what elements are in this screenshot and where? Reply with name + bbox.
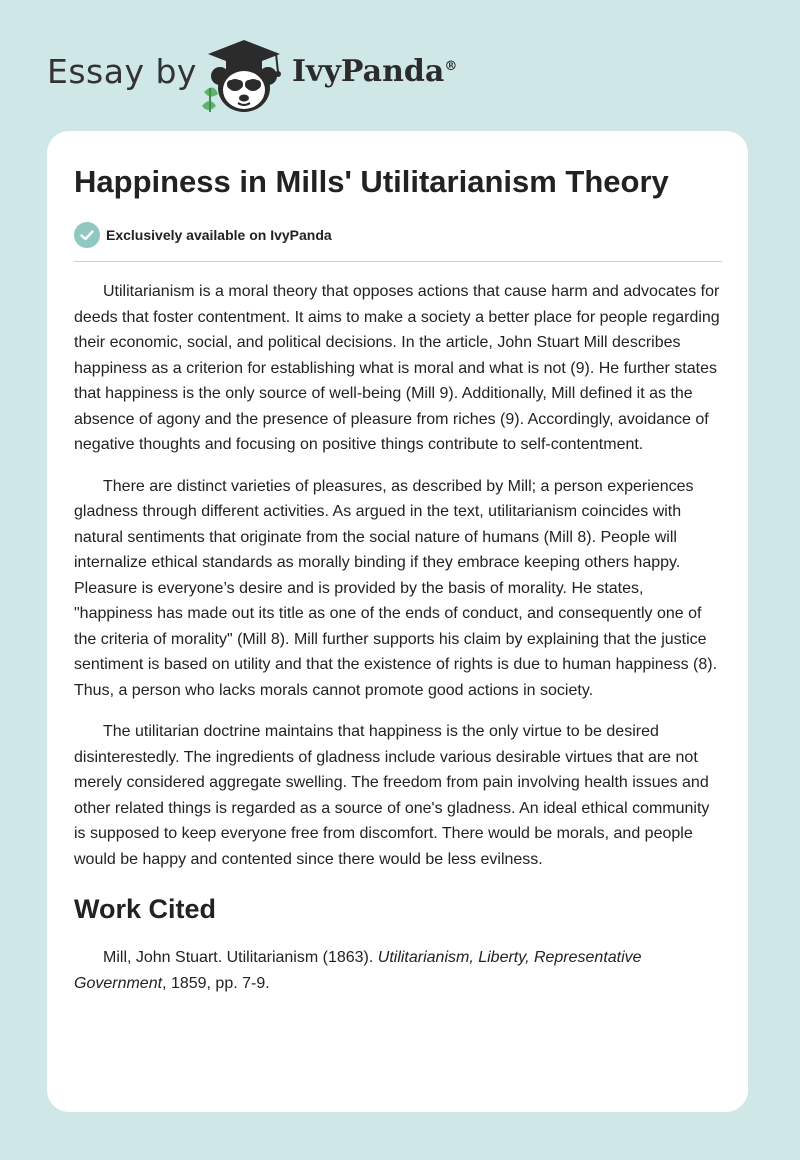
citation-source: Utilitarianism, Liberty, Representative Government (74, 949, 642, 992)
site-header (0, 0, 800, 130)
brand-text: IvyPanda (292, 54, 445, 89)
essay-by-label: Essay by (47, 52, 197, 91)
exclusive-badge (74, 222, 332, 248)
divider (74, 261, 722, 262)
essay-body (74, 279, 722, 996)
essay-card (47, 131, 748, 1112)
citation-details: , 1859, pp. 7-9. (162, 974, 270, 992)
works-cited-heading: Work Cited (74, 894, 217, 924)
brand-name[interactable] (292, 54, 457, 89)
citation-author: Mill, John Stuart. Utilitarianism (1863). (103, 949, 378, 966)
registered-mark: ® (444, 59, 458, 74)
citation (74, 945, 722, 996)
paragraph: The utilitarian doctrine maintains that happiness is the only virtue to be desired disinterestedly. The ingredients of gladness include various desirable virtues that are not merely considered aggregate swelling. The freedom from pain involving health issues and other related things is regarded as a source of one's gladness. An ideal ethical community is supposed to keep everyone free from discomfort. There would be morals, and people would be happy and contented since there would be less evilness. (74, 723, 710, 868)
paragraph: Utilitarianism is a moral theory that opposes actions that cause harm and advocates for deeds that foster contentment. It aims to make a society a better place for people regarding their economic, social, and political decisions. In the article, John Stuart Mill describes happiness as a criterion for establishing what is moral and what is not (9). He further states that happiness is the only source of well-being (Mill 9). Additionally, Mill defined it as the absence of agony and the presence of pleasure from riches (9). Accordingly, avoidance of negative thoughts and focusing on positive things contribute to self-contentment. (74, 283, 720, 453)
ivypanda-logo-icon[interactable] (198, 36, 290, 116)
check-circle-icon (74, 222, 100, 248)
page-title: Happiness in Mills' Utilitarianism Theory (74, 164, 669, 199)
exclusive-badge-text: Exclusively available on IvyPanda (106, 227, 332, 243)
paragraph: There are distinct varieties of pleasures, as described by Mill; a person experiences gladness through different activities. As argued in the text, utilitarianism coincides with natural sentiments that originate from the social nature of humans (Mill 8). People will internalize ethical standards as morally binding if they embrace keeping others happy. Pleasure is everyone’s desire and is provided by the basis of morality. He states, "happiness has made out its title as one of the ends of conduct, and consequently one of the criteria of morality" (Mill 8). Mill further supports his claim by explaining that the justice sentiment is based on utility and that the existence of rights is due to human happiness (8). Thus, a person who lacks morals cannot promote good actions in society. (74, 477, 718, 699)
